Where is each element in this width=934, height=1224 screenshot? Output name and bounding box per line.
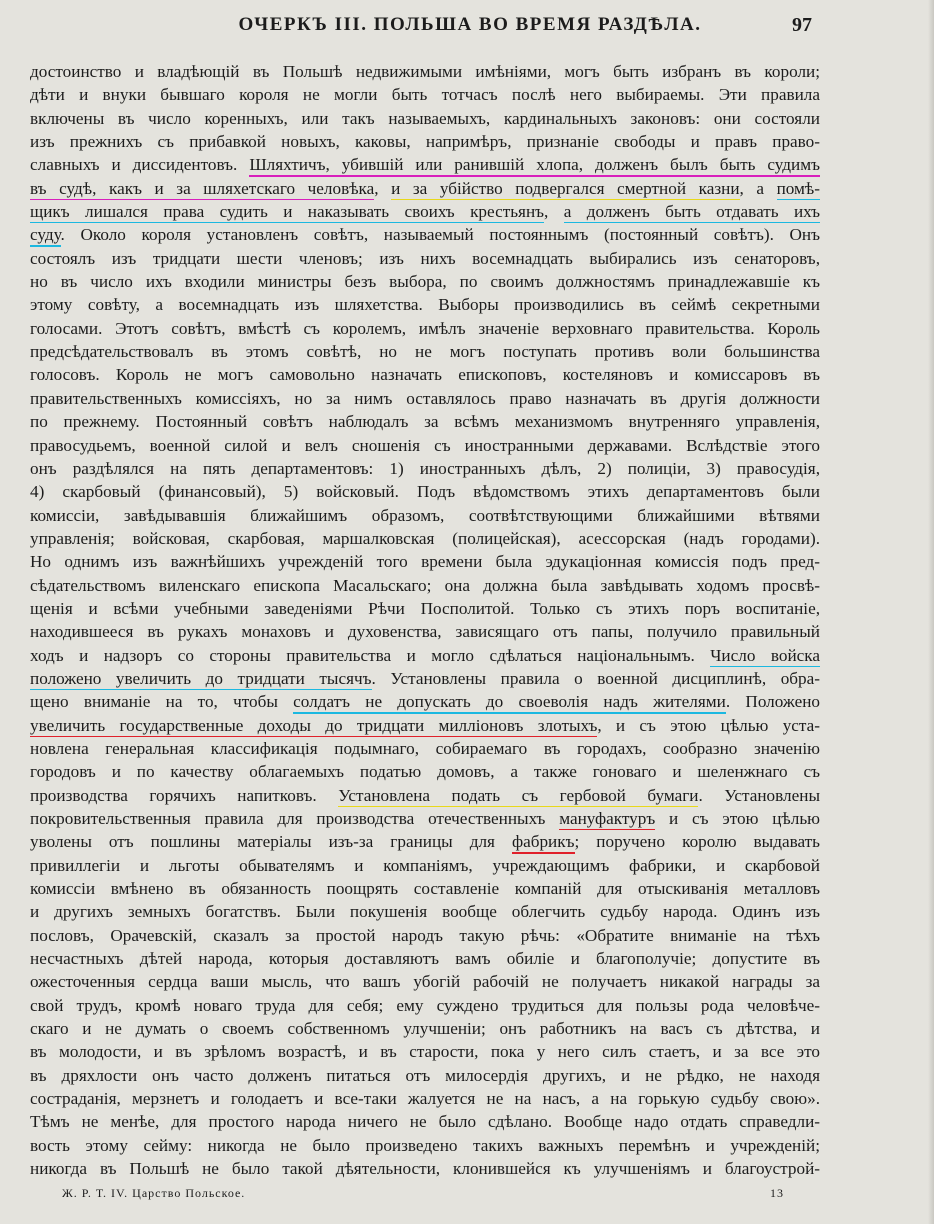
- text-segment: производства горячихъ напитковъ.: [30, 785, 339, 805]
- text-line: [30, 480, 820, 503]
- text-segment: управленія; войсковая, скарбовая, маршалковская (полицейская), асессорская (надъ городами).: [30, 528, 820, 548]
- text-segment: Тѣмъ не менѣе, для простого народа ничего не было сдѣлано. Вообще надо отдать справедли-: [30, 1112, 820, 1132]
- text-segment: ходъ и надзоръ со стороны правительства и могло сдѣлаться національнымъ.: [30, 645, 711, 665]
- text-segment: . Положено: [725, 692, 820, 712]
- page-footer: [62, 1186, 802, 1204]
- text-segment: состраданія, мерзнетъ и голодаетъ и все-таки жалуется не на насъ, а на горькую судьбу свою».: [30, 1089, 820, 1109]
- text-line: [30, 667, 820, 690]
- text-line: [30, 830, 820, 853]
- text-segment: этому совѣту, а восемнадцать изъ шляхетства. Выборы производились въ сеймѣ секретными: [30, 295, 820, 315]
- text-segment: ,: [374, 178, 392, 198]
- underlined-phrase: мануфактуръ: [559, 809, 655, 830]
- text-segment: онъ раздѣлялся на пять департаментовъ: 1) иностранныхъ дѣлъ, 2) полиціи, 3) правосудія,: [30, 458, 820, 478]
- text-segment: правительственныхъ комиссіяхъ, но за нимъ оставлялось право назначать въ другія должности: [30, 388, 820, 408]
- text-segment: сѣдательствомъ виленскаго епископа Масальскаго; она должна была завѣдывать ходомъ просвѣ-: [30, 575, 820, 595]
- text-segment: Но однимъ изъ важнѣйшихъ учрежденій того времени была эдукаціонная комиссія подъ пред-: [30, 552, 820, 572]
- page-number: 97: [792, 14, 812, 36]
- text-segment: несчастныхъ дѣтей народа, которыя доставляютъ вамъ обиліе и благополучіе; допустите въ: [30, 949, 820, 969]
- footer-signature: Ж. Р. Т. IV. Царство Польское.: [62, 1186, 246, 1200]
- text-segment: состоялъ изъ тридцати шести членовъ; изъ нихъ восемнадцать выбирались изъ сенаторовъ,: [30, 248, 820, 268]
- text-segment: въ дряхлости онъ часто долженъ питаться отъ милосердія другихъ, и не рѣдко, не находя: [30, 1065, 820, 1085]
- text-segment: ,: [544, 202, 564, 222]
- text-line: [30, 877, 820, 900]
- text-line: [30, 504, 820, 527]
- text-line: [30, 83, 820, 106]
- text-line: [30, 620, 820, 643]
- text-line: [30, 200, 820, 223]
- underlined-phrase: Число войска: [710, 646, 820, 667]
- text-segment: свой трудъ, кромѣ новаго труда для себя; ему суждено трудиться для пользы рода человѣче-: [30, 995, 820, 1015]
- text-segment: никогда въ Польшѣ не было такой дѣятельности, клонившейся къ улучшеніямъ и благоустрой-: [30, 1159, 820, 1179]
- text-segment: ; поручено королю выдавать: [574, 832, 820, 852]
- text-line: [30, 994, 820, 1017]
- text-segment: достоинство и владѣющій въ Польшѣ недвижимыми имѣніями, могъ быть избранъ въ короли;: [30, 62, 820, 81]
- text-segment: ожесточенныя сердца ваши мысль, что вашъ убогій рабочій не получаетъ никакой награды за: [30, 972, 820, 992]
- text-segment: 4) скарбовый (финансовый), 5) войсковый. Подъ вѣдомствомъ этихъ департаментовъ были: [30, 482, 820, 502]
- text-line: [30, 1017, 820, 1040]
- text-line: [30, 1087, 820, 1110]
- text-line: [30, 1110, 820, 1133]
- text-line: [30, 107, 820, 130]
- text-segment: но въ число ихъ входили министры безъ выбора, по своимъ должностямъ принадлежавшіе къ: [30, 272, 820, 292]
- text-segment: дѣти и внуки бывшаго короля не могли быть тотчасъ послѣ него выбираемы. Эти правила: [30, 85, 820, 105]
- text-line: [30, 153, 820, 176]
- text-segment: славныхъ и диссидентовъ.: [30, 155, 250, 175]
- text-line: [30, 340, 820, 363]
- text-line: [30, 714, 820, 737]
- text-segment: . Установлены правила о военной дисциплинѣ, обра-: [371, 668, 820, 688]
- text-line: [30, 970, 820, 993]
- page-edge-shadow: [928, 0, 934, 1224]
- underlined-phrase: въ судѣ, какъ и за шляхетскаго человѣка: [30, 179, 374, 200]
- text-line: [30, 457, 820, 480]
- body-text: [30, 60, 820, 1181]
- text-segment: вость этому сейму: никогда не было произведено такихъ важныхъ перемѣнъ и учрежденій;: [30, 1135, 820, 1155]
- text-line: [30, 690, 820, 713]
- text-line: [30, 1040, 820, 1063]
- text-line: [30, 1064, 820, 1087]
- text-line: [30, 924, 820, 947]
- footer-sheet-number: 13: [770, 1186, 784, 1200]
- underlined-phrase: Шляхтичъ, убившій или ранившій хлопа, долженъ былъ быть судимъ: [249, 155, 820, 176]
- text-segment: комиссіи вмѣнено въ обязанность поощрять составленіе компаній для отыскиванія металловъ: [30, 879, 820, 899]
- text-line: [30, 784, 820, 807]
- text-segment: голосовъ. Король не могъ самовольно назначать епископовъ, костеляновъ и комиссаровъ въ: [30, 365, 820, 385]
- text-segment: , и съ этою цѣлью уста-: [597, 715, 820, 735]
- text-segment: комиссіи, завѣдывавшія ближайшимъ образомъ, соотвѣтствующими ближайшими вѣтвями: [30, 505, 820, 525]
- text-segment: , а: [739, 178, 777, 198]
- text-line: [30, 387, 820, 410]
- text-segment: правосудьемъ, военной силой и велъ сношенія съ иностранными державами. Вслѣдствіе этого: [30, 435, 820, 455]
- text-line: [30, 1134, 820, 1157]
- text-line: [30, 574, 820, 597]
- underlined-phrase: и за убійство подвергался смертной казни: [391, 179, 739, 200]
- text-line: [30, 947, 820, 970]
- text-segment: щено вниманіе на то, чтобы: [30, 692, 294, 712]
- text-segment: включены въ число коренныхъ, или такъ называемыхъ, кардинальныхъ законовъ: они состояли: [30, 108, 820, 128]
- running-title: ОЧЕРКЪ III. ПОЛЬША ВО ВРЕМЯ РАЗДѢЛА.: [238, 14, 702, 35]
- text-line: [30, 527, 820, 550]
- text-segment: голосами. Этотъ совѣтъ, вмѣстѣ съ королемъ, имѣлъ значеніе верховнаго правительства. Король: [30, 318, 820, 338]
- text-segment: предсѣдательствовалъ въ этомъ совѣтѣ, но не могъ поступать противъ воли большинства: [30, 342, 820, 362]
- underlined-phrase: а долженъ быть отдавать ихъ: [564, 202, 820, 223]
- text-line: [30, 854, 820, 877]
- text-segment: находившееся въ рукахъ монаховъ и духовенства, зависящаго отъ папы, получило правильный: [30, 622, 820, 642]
- text-line: [30, 317, 820, 340]
- underlined-phrase: Установлена подать съ гербовой бумаги: [338, 786, 698, 807]
- text-segment: щенія и всѣми учебными заведеніями Рѣчи Посполитой. Только съ этихъ поръ воспитаніе,: [30, 598, 820, 618]
- text-segment: по прежнему. Постоянный совѣтъ наблюдалъ за всѣмъ механизмомъ внутренняго управленія,: [30, 412, 820, 432]
- text-segment: покровительственныя правила для производства отечественныхъ: [30, 809, 560, 828]
- text-segment: . Около короля установленъ совѣтъ, называемый постояннымъ (постоянный совѣтъ). Онъ: [60, 225, 820, 245]
- text-line: [30, 1157, 820, 1180]
- text-line: [30, 644, 820, 667]
- text-line: [30, 760, 820, 783]
- text-line: [30, 900, 820, 923]
- text-segment: пословъ, Орачевскій, сказалъ за простой народъ такую рѣчь: «Обратите вниманіе на тѣхъ: [30, 925, 820, 945]
- text-segment: и съ этою цѣлью: [655, 809, 820, 828]
- text-line: [30, 293, 820, 316]
- text-segment: новлена генеральная классификація подымнаго, собираемаго въ городахъ, сообразно значенію: [30, 738, 820, 758]
- text-segment: скаго и не думать о своемъ собственномъ улучшеніи; онъ работникъ на васъ съ дѣтства, и: [30, 1019, 820, 1039]
- text-line: [30, 223, 820, 246]
- text-line: [30, 60, 820, 83]
- text-line: [30, 363, 820, 386]
- text-line: [30, 807, 820, 830]
- underlined-phrase: положено увеличить до тридцати тысячъ: [30, 669, 372, 690]
- text-segment: и другихъ земныхъ богатствъ. Были покушенія вообще облегчить судьбу народа. Одинъ изъ: [30, 902, 820, 922]
- underlined-phrase: суду: [30, 225, 61, 246]
- text-segment: уволены отъ пошлины матеріалы изъ-за границы для: [30, 832, 512, 852]
- text-segment: . Установлены: [698, 785, 820, 805]
- text-segment: городовъ и по качеству облагаемыхъ податью домовъ, а также гоноваго и шеленжнаго съ: [30, 762, 820, 782]
- underlined-phrase: солдатъ не допускать до своеволія надъ жителями: [293, 692, 726, 713]
- underlined-phrase: увеличить государственные доходы до тридцати милліоновъ злотыхъ: [30, 716, 597, 737]
- text-line: [30, 410, 820, 433]
- text-segment: привиллегіи и льготы обывателямъ и компаніямъ, учреждающимъ фабрики, и скарбовой: [30, 855, 820, 875]
- text-line: [30, 597, 820, 620]
- text-line: [30, 270, 820, 293]
- text-line: [30, 177, 820, 200]
- text-line: [30, 737, 820, 760]
- text-segment: въ молодости, и въ зрѣломъ возрастѣ, и въ старости, пока у него силъ стаетъ, и за все это: [30, 1042, 820, 1062]
- page-header: [0, 14, 934, 44]
- text-line: [30, 247, 820, 270]
- text-segment: изъ прежнихъ съ прибавкой новыхъ, каковы, напримѣръ, признаніе свободы и правъ право-: [30, 132, 820, 152]
- text-line: [30, 550, 820, 573]
- underlined-phrase: щикъ лишался права судить и наказывать своихъ крестьянъ: [30, 202, 544, 223]
- underlined-phrase: помѣ-: [777, 179, 820, 200]
- text-line: [30, 434, 820, 457]
- underlined-phrase: фабрикъ: [512, 832, 575, 853]
- text-line: [30, 130, 820, 153]
